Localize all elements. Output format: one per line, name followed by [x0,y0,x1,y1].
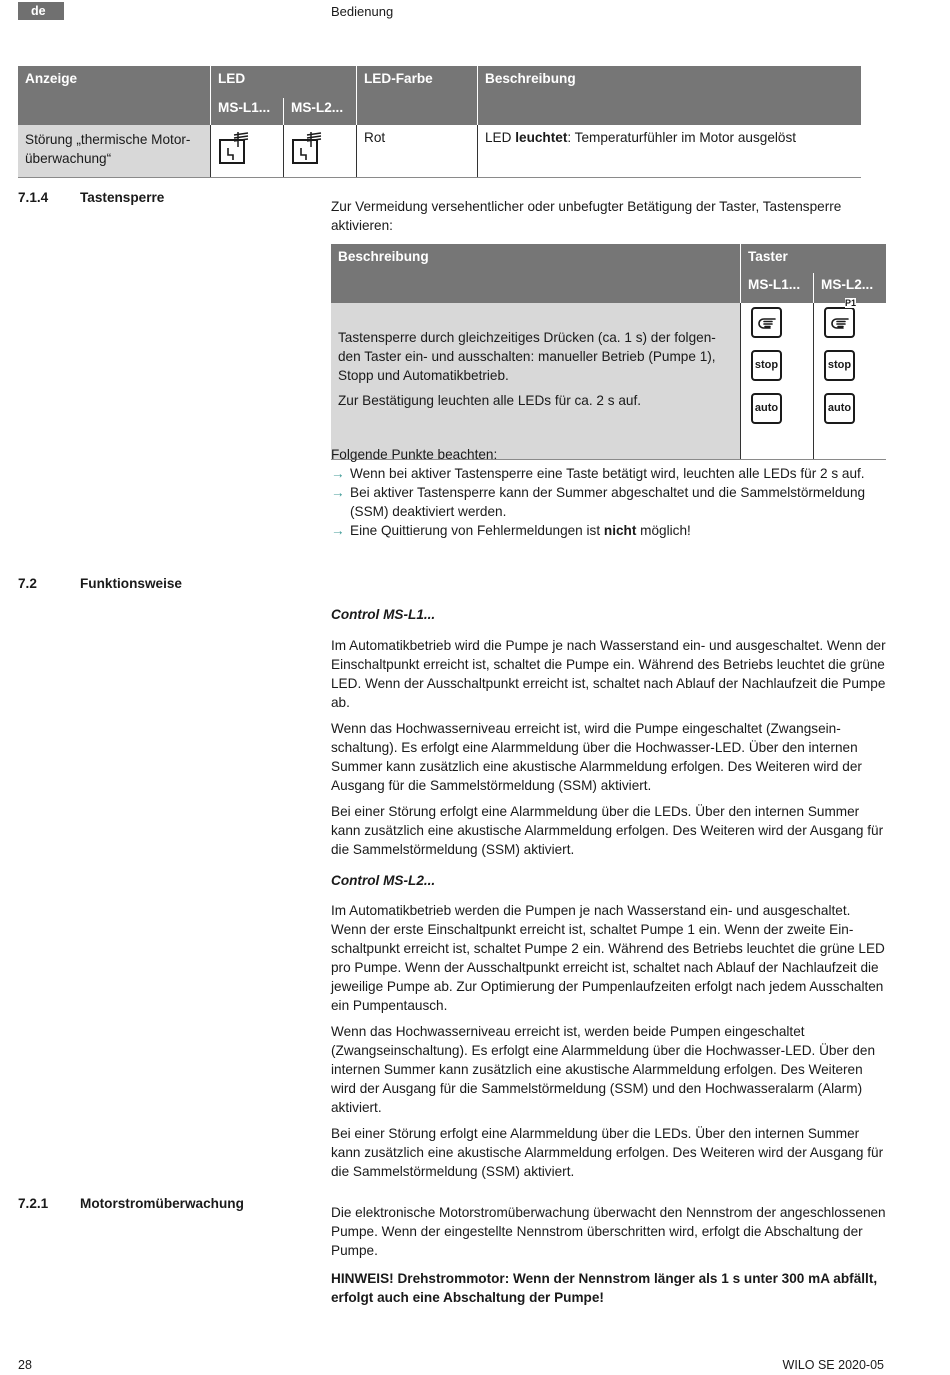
auto-key[interactable]: auto [751,393,782,424]
led-farbe-cell: Rot [357,125,478,178]
stop-key[interactable]: stop [824,350,855,381]
col-taster: Taster [741,244,887,273]
bullet-bold: nicht [603,523,637,538]
led-ms-l2-cell [284,125,357,178]
bullet-text: Eine Quittierung von Fehlermeldungen ist [350,523,604,538]
bullet-text: Wenn bei aktiver Tastensperre eine Taste betätigt wird, leuchten alle LEDs für 2 s auf. [350,466,865,481]
publisher: WILO SE 2020-05 [782,1358,884,1372]
control-ms-l1-heading: Control MS-L1... [331,607,436,622]
anzeige-cell: Störung „thermische Motorüberwachung“ [18,125,211,178]
paragraph: Bei einer Störung erfolgt eine Alarmmeldung über die LEDs. Über den internen Summer kann zusätzlich eine akustische Alarmmeldung erfolgen. Des Weiteren wird der Ausgang für die Sammelstörmeldung (SSM) aktiviert. [331,804,884,857]
stop-key[interactable]: stop [751,350,782,381]
auto-key[interactable]: auto [824,393,855,424]
keys-ms-l1-cell [741,303,814,460]
hand-icon [757,315,777,331]
tastensperre-desc-1: Tastensperre durch gleichzeitiges Drücken (ca. 1 s) der folgenden Taster ein- und ausschalten: manueller Betrieb (Pumpe 1), Stopp und Automatikbetrieb. [338,330,716,383]
arrow-icon: → [331,485,345,500]
paragraph: Wenn das Hochwasserniveau erreicht ist, wird die Pumpe eingeschaltet (Zwangseinschaltung). Es erfolgt eine Alarmmeldung über die Hochwasser-LED. Über den internen Summer kann zusätzlich eine akustische Alarmmeldung erfolgen. Des Weiteren wird der Ausgang für die Sammelstörmeldung (SSM) aktiviert. [331,721,862,793]
manual-pump-1-key[interactable] [824,298,856,338]
tastensperre-intro: Zur Vermeidung versehentlicher oder unbefugter Betätigung der Taster, Tastensperre aktivieren: [331,199,842,233]
table-row [18,125,861,178]
sub-ms-l1: MS-L1... [741,273,814,303]
page-number: 28 [18,1358,32,1372]
motorstrom-text [331,1203,887,1314]
thermal-motor-fault-icon [218,130,252,166]
paragraph: Bei einer Störung erfolgt eine Alarmmeldung über die LEDs. Über den internen Summer kann zusätzlich eine akustische Alarmmeldung erfolgen. Des Weiteren wird der Ausgang für die Sammelstörmeldung (SSM) aktiviert. [331,1126,884,1179]
arrow-icon: → [331,523,345,538]
notice: HINWEIS! Drehstrommotor: Wenn der Nennstrom länger als 1 s unter 300 mA abfällt, erfolgt auch eine Abschaltung der Pumpe! [331,1271,878,1305]
led-ms-l1-cell [211,125,284,178]
paragraph: Die elektronische Motorstromüberwachung überwacht den Nennstrom der angeschlossenen Pumpe. Wenn der eingestellte Nennstrom überschritten wird, erfolgt die Abschaltung der Pumpe. [331,1205,886,1258]
sub-ms-l2: MS-L2... [284,98,357,125]
section-number-7-2-1: 7.2.1 [18,1196,49,1211]
led-status-table [18,66,861,178]
arrow-icon: → [331,466,345,481]
sub-ms-l2: MS-L2... [814,273,887,303]
language-badge: de [18,2,64,20]
col-anzeige: Anzeige [25,71,78,86]
section-number-7-1-4: 7.1.4 [18,190,49,205]
section-title-funktionsweise: Funktionsweise [80,576,182,591]
p1-label: P1 [844,298,856,308]
funktionsweise-text [331,605,887,1188]
col-led-farbe: LED-Farbe [357,66,478,125]
paragraph: Im Automatikbetrieb werden die Pumpen je nach Wasserstand ein- und ausgeschaltet. Wenn der erste Einschaltpunkt erreicht ist, schaltet Pumpe 1 ein. Wenn der zweite Einschaltpunkt erreicht ist, schaltet Pumpe 2 ein. Während des Betriebs leuchtet die grüne LED pro Pumpe. Wenn der Ausschaltpunkt erreicht ist, schaltet nach Ablauf der Nachlaufzeit die jeweilige Pumpe ab. Zur Optimierung der Pumpenlaufzeiten erfolgt nach jedem Ausschalten ein Pumpentausch. [331,903,885,1013]
header-title: Bedienung [331,4,394,19]
bullet-text: möglich! [636,523,691,538]
bullet-text: Bei aktiver Tastensperre kann der Summer abgeschaltet und die Sammelstörmeldung (SSM) deaktiviert werden. [350,485,866,519]
col-beschreibung: Beschreibung [478,66,862,125]
section-number-7-2: 7.2 [18,576,37,591]
list-item [331,483,887,521]
section-title-tastensperre: Tastensperre [80,190,165,205]
table-row [331,303,886,460]
col-beschreibung: Beschreibung [338,249,429,264]
desc-post: : Temperaturfühler im Motor ausgelöst [567,130,797,145]
paragraph: Im Automatikbetrieb wird die Pumpe je nach Wasserstand ein- und ausgeschaltet. Wenn der Einschaltpunkt erreicht ist, schaltet die Pumpe ein. Während des Betriebs leuchtet die grüne LED. Wenn der Ausschaltpunkt erreicht ist, schaltet nach Ablauf der Nachlaufzeit die Pumpe ab. [331,638,886,710]
tastensperre-table [331,244,886,460]
notes-intro: Folgende Punkte beachten: [331,447,498,462]
notes-block [331,445,887,540]
hand-icon [830,315,850,331]
section-title-motorstromueberwachung: Motorstromüberwachung [80,1196,244,1211]
list-item [331,464,887,483]
list-item [331,521,887,540]
desc-pre: LED [485,130,516,145]
paragraph: Wenn das Hochwasserniveau erreicht ist, werden beide Pumpen eingeschaltet (Zwangseinschaltung). Es erfolgt eine Alarmmeldung über die Hochwasser-LED. Über den internen Summer kann zusätzlich eine akustische Alarmmeldung erfolgen. Des Weiteren wird der Ausgang für die Sammelstörmeldung (SSM) und den Hochwasseralarm (Alarm) aktiviert. [331,1024,876,1115]
manual-pump-key[interactable] [751,307,782,338]
thermal-motor-fault-icon [291,130,325,166]
sub-ms-l1: MS-L1... [211,98,284,125]
beschreibung-cell [478,125,862,178]
col-led: LED [211,66,357,98]
tastensperre-desc-2: Zur Bestätigung leuchten alle LEDs für ca. 2 s auf. [338,393,642,408]
keys-ms-l2-cell [814,298,887,460]
tastensperre-desc-cell [331,303,741,460]
control-ms-l2-heading: Control MS-L2... [331,873,436,888]
desc-bold: leuchtet [515,130,568,145]
